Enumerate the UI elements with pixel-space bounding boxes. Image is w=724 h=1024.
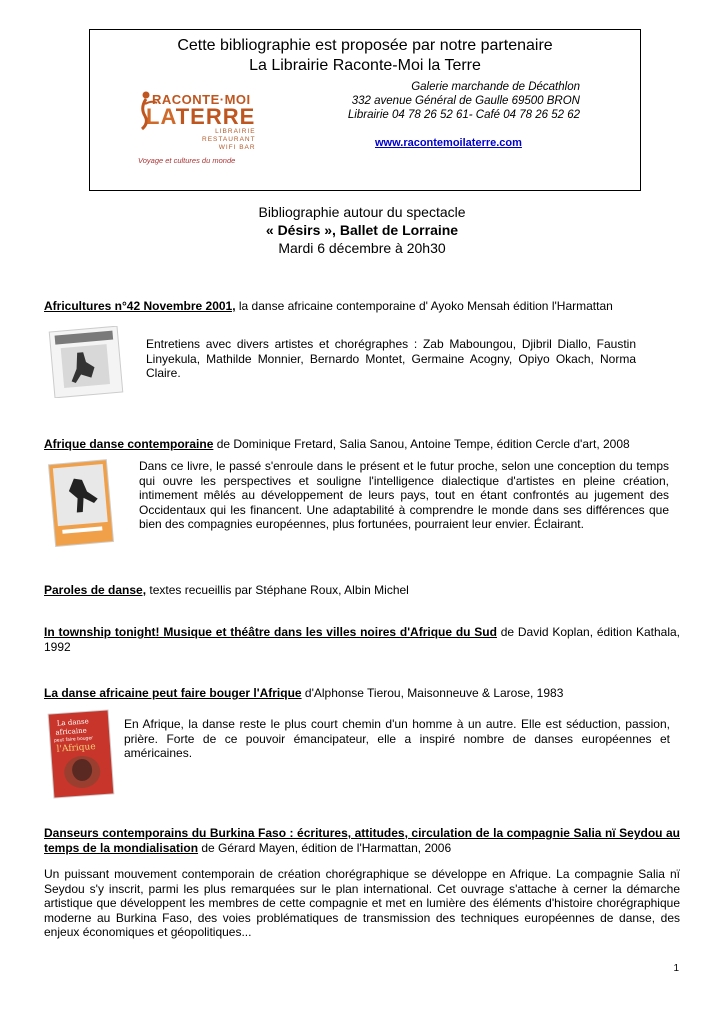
raconte-moi-la-terre-logo	[136, 88, 256, 168]
bib-entry-description: En Afrique, la danse reste le plus court chemin d'un homme à un autre. Elle est séduction, passion, prière. Forte de ce pouvoir émancipateur, elle a inspiré nombre de danses européennes et américaines.	[124, 717, 670, 760]
bib-entry-details: de David Koplan, édition Kathala, 1992	[44, 625, 680, 654]
show-title: « Désirs », Ballet de Lorraine	[265, 222, 459, 238]
bib-entry-details: textes recueillis par Stéphane Roux, Albin Michel	[146, 583, 409, 597]
bib-entry-1	[44, 299, 680, 314]
bib-entry-2	[44, 437, 680, 452]
bib-entry-title: Africultures n°42 Novembre 2001,	[44, 299, 236, 313]
book-cover-afrique-danse	[46, 458, 118, 548]
shop-address	[348, 80, 580, 122]
logo-text-la-terre: LATERRE	[146, 104, 256, 129]
show-line1: Bibliographie autour du spectacle	[258, 204, 466, 220]
logo-tagline: Voyage et cultures du monde	[138, 156, 236, 165]
address-line2: 332 avenue Général de Gaulle 69500 BRON	[351, 95, 580, 107]
bib-entry-3	[44, 583, 680, 598]
bib-entry-details: d'Alphonse Tierou, Maisonneuve & Larose, 1983	[301, 686, 564, 700]
logo-text-raconte-moi: RACONTE·MOI	[152, 92, 251, 107]
logo-subtext: LIBRAIRIE RESTAURANT WIFI BAR	[202, 128, 256, 151]
bib-entry-description: Un puissant mouvement contemporain de création chorégraphique se développe en Afrique. La compagnie Salia nï Seydou s'y inscrit, parmi les plus remarquées sur le plan international. Cet ouvrage s'attache à cerner la démarche artistique que développent les membres de cette compagnie et met en lumière des éléments d'histoire chorégraphique moderne au Burkina Faso, des voies problématiques de transmission des techniques européennes de danse, des enjeux économiques et géopolitiques...	[44, 867, 680, 939]
partner-header-box	[89, 29, 641, 191]
show-date: Mardi 6 décembre à 20h30	[278, 240, 446, 256]
header-title-line2: La Librairie Raconte-Moi la Terre	[249, 57, 481, 74]
cover-text-peut-faire: peut faire bouger	[53, 736, 94, 744]
bib-entry-description: Dans ce livre, le passé s'enroule dans le présent et le futur proche, selon une conception du temps qui ouvre les perspectives et souligne l'intelligence dialectique d'artistes en pleine création, intimement mêlés au développement de leurs pays, tout en étant confrontés au jugement des Occidentaux qui les financent. Une adaptabilité à comprendre le monde dans ses différences que bien des compagnies européennes, plus fortunées, pourraient leur envier. Éclairant.	[139, 459, 669, 531]
header-title	[90, 36, 640, 76]
cover-text-lafrique: l'Afrique	[56, 741, 96, 755]
cover-text-africaine: africaine	[55, 726, 88, 737]
bib-entry-title: Danseurs contemporains du Burkina Faso : écritures, attitudes, circulation de la compagnie Salia nï Seydou au temps de la mondialisation	[44, 826, 680, 855]
show-info	[0, 203, 724, 257]
bib-entry-title: Paroles de danse,	[44, 583, 147, 597]
bib-entry-title: La danse africaine peut faire bouger l'Afrique	[44, 686, 302, 700]
bib-entry-details: la danse africaine contemporaine d' Ayoko Mensah édition l'Harmattan	[235, 299, 613, 313]
website-link[interactable]: www.racontemoilaterre.com	[375, 137, 522, 149]
address-line3: Librairie 04 78 26 52 61- Café 04 78 26 52 62	[347, 109, 580, 121]
bib-entry-5	[44, 686, 680, 701]
bib-entry-6	[44, 826, 680, 855]
cover-text-la-danse: La danse	[56, 717, 89, 728]
bib-entry-details: de Dominique Fretard, Salia Sanou, Antoine Tempe, édition Cercle d'art, 2008	[213, 437, 630, 451]
bib-entry-title: In township tonight! Musique et théâtre dans les villes noires d'Afrique du Sud	[44, 625, 497, 639]
bib-entry-description: Entretiens avec divers artistes et chorégraphes : Zab Maboungou, Djibril Diallo, Faustin Linyekula, Mathilde Monnier, Bernardo Montet, Germaine Acogny, Opiyo Okach, Norma Claire.	[146, 337, 636, 380]
bib-entry-4	[44, 625, 680, 654]
book-cover-danse-africaine	[45, 708, 117, 800]
header-title-line1: Cette bibliographie est proposée par notre partenaire	[177, 37, 553, 54]
bib-entry-title: Afrique danse contemporaine	[44, 437, 214, 451]
address-line1: Galerie marchande de Décathlon	[411, 81, 580, 93]
page-number: 1	[673, 963, 679, 974]
bib-entry-details: de Gérard Mayen, édition de l'Harmattan, 2006	[198, 840, 452, 855]
book-cover-africultures	[48, 326, 126, 398]
